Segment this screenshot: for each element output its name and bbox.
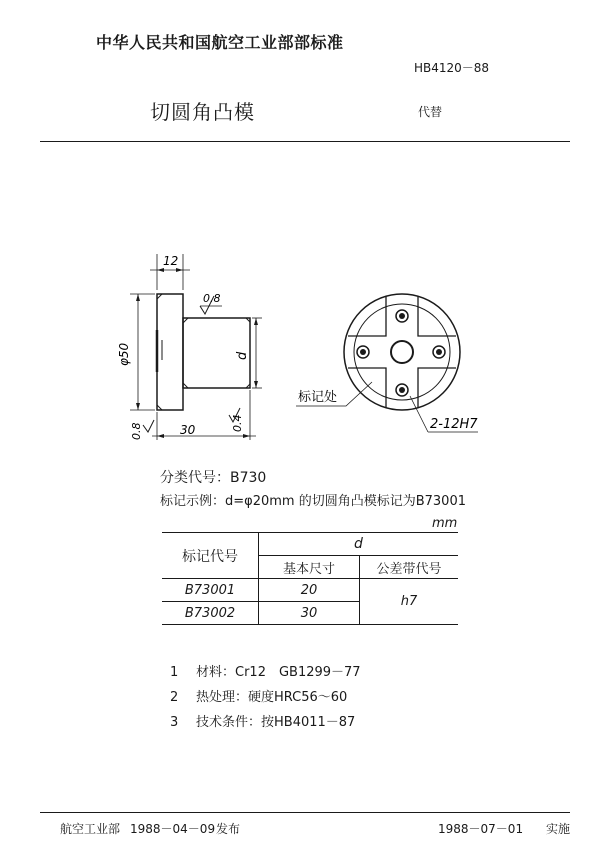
roughness-top-label: 0.8 — [203, 292, 221, 305]
table-header-basic-size: 基本尺寸 — [259, 556, 360, 579]
table-header-mark: 标记代号 — [162, 533, 259, 579]
table-row — [162, 579, 458, 602]
row-size: 20 — [259, 579, 360, 602]
hole-callout-label: 2-12H7 — [430, 417, 478, 432]
table-header-tolerance: 公差带代号 — [360, 556, 459, 579]
unit-label: mm — [432, 516, 458, 531]
note-number: 3 — [170, 715, 179, 730]
org-title: 中华人民共和国航空工业部部标准 — [96, 33, 344, 52]
row-tolerance: h7 — [360, 579, 459, 625]
note-text: 材料：Cr12 GB1299－77 — [196, 665, 361, 680]
issue-date: 1988－04－09 — [130, 822, 216, 836]
dim-d-label: d — [235, 351, 250, 360]
note-number: 2 — [170, 690, 179, 705]
notes — [170, 660, 361, 735]
note-item — [170, 660, 361, 685]
note-number: 1 — [170, 665, 179, 680]
side-view — [130, 254, 262, 440]
doc-title: 切圆角凸模 — [150, 100, 255, 124]
row-code: B73002 — [162, 602, 259, 625]
roughness-left-label: 0.8 — [130, 422, 143, 440]
table-header-d: d — [259, 533, 459, 556]
dim-30-label: 30 — [180, 423, 196, 437]
note-item — [170, 685, 361, 710]
standard-number: HB4120－88 — [414, 61, 490, 75]
row-size: 30 — [259, 602, 360, 625]
row-code: B73001 — [162, 579, 259, 602]
issue-label: 发布 — [216, 822, 241, 836]
effective-label: 实施 — [546, 822, 571, 836]
front-view — [296, 294, 478, 432]
marking-example: 标记示例：d=φ20mm 的切圆角凸模标记为B73001 — [160, 494, 466, 509]
dim-12-label: 12 — [163, 254, 179, 268]
replaces-label: 代替 — [418, 105, 443, 119]
roughness-right-label: 0.4 — [231, 414, 244, 432]
mark-location-label: 标记处 — [298, 390, 338, 405]
note-text: 热处理：硬度HRC56～60 — [196, 690, 348, 705]
publisher: 航空工业部 — [60, 822, 121, 836]
class-code: 分类代号：B730 — [160, 470, 267, 486]
note-text: 技术条件：按HB4011－87 — [196, 715, 356, 730]
dim-phi50-label: φ50 — [117, 342, 131, 366]
effective-date: 1988－07－01 — [438, 822, 524, 836]
footer-rule — [40, 812, 570, 813]
dimension-table — [162, 532, 458, 625]
note-item — [170, 710, 361, 735]
